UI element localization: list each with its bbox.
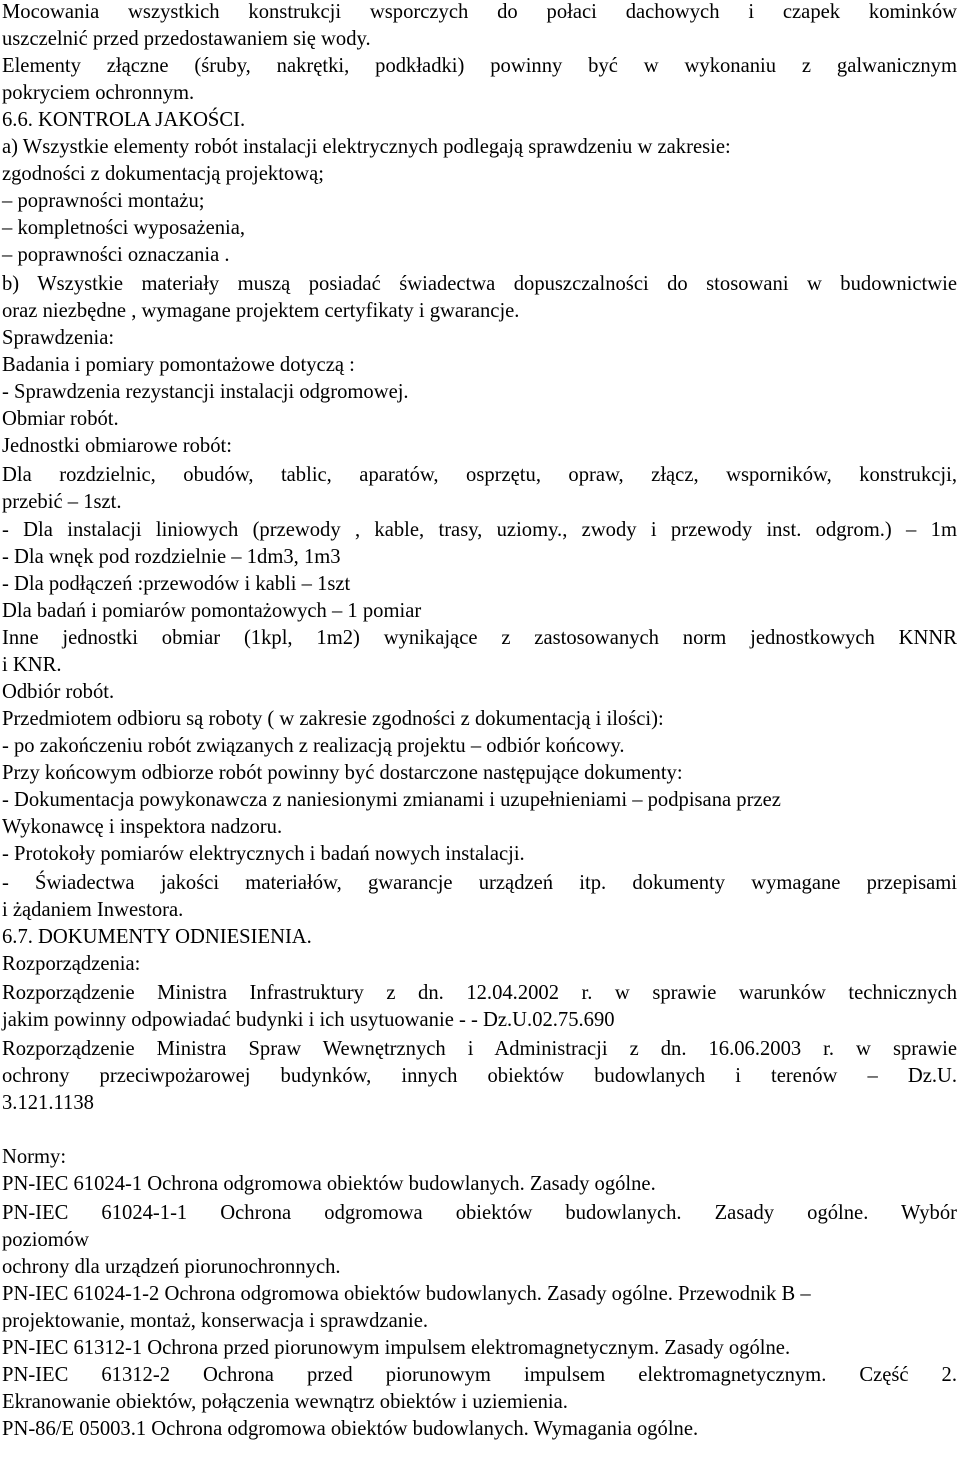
paragraph-line: Rozporządzenie Ministra Spraw Wewnętrznych i Administracji z dn. 16.06.2003 r. w sprawie	[2, 1038, 957, 1060]
list-item: - Dla podłączeń :przewodów i kabli – 1szt	[2, 573, 351, 595]
paragraph-line: jakim powinny odpowiadać budynki i ich usytuowanie - - Dz.U.02.75.690	[2, 1009, 615, 1031]
paragraph-line: poziomów	[2, 1229, 89, 1251]
paragraph-line: Wykonawcę i inspektora nadzoru.	[2, 816, 283, 838]
paragraph-line: projektowanie, montaż, konserwacja i sprawdzanie.	[2, 1310, 429, 1332]
paragraph-line: uszczelnić przed przedostawaniem się wody.	[2, 28, 371, 50]
paragraph-line: oraz niezbędne , wymagane projektem certyfikaty i gwarancje.	[2, 300, 520, 322]
paragraph-line: Dla rozdzielnic, obudów, tablic, aparatów, osprzętu, opraw, złącz, wsporników, konstrukcji,	[2, 464, 957, 486]
paragraph-line: Dla badań i pomiarów pomontażowych – 1 pomiar	[2, 600, 422, 622]
paragraph-line: Rozporządzenie Ministra Infrastruktury z dn. 12.04.2002 r. w sprawie warunków technicznych	[2, 982, 957, 1004]
standard-item: PN-86/E 05003.1 Ochrona odgromowa obiektów budowlanych. Wymagania ogólne.	[2, 1418, 699, 1440]
list-item: - Dla instalacji liniowych (przewody , kable, trasy, uziomy., zwody i przewody inst. odgrom.) – 1m	[2, 519, 957, 541]
paragraph-line: ochrony dla urządzeń piorunochronnych.	[2, 1256, 341, 1278]
paragraph-line: Ekranowanie obiektów, połączenia wewnątrz obiektów i uziemienia.	[2, 1391, 568, 1413]
paragraph-line: Badania i pomiary pomontażowe dotyczą :	[2, 354, 355, 376]
subheading: Odbiór robót.	[2, 681, 115, 703]
subheading: Obmiar robót.	[2, 408, 119, 430]
paragraph-line: ochrony przeciwpożarowej budynków, innych obiektów budowlanych i terenów – Dz.U.	[2, 1065, 957, 1087]
list-item: – poprawności montażu;	[2, 190, 205, 212]
subheading: Rozporządzenia:	[2, 953, 141, 975]
paragraph-line: pokryciem ochronnym.	[2, 82, 195, 104]
paragraph-line: b) Wszystkie materiały muszą posiadać świadectwa dopuszczalności do stosowani w budownictwie	[2, 273, 957, 295]
paragraph-line: Elementy złączne (śruby, nakrętki, podkładki) powinny być w wykonaniu z galwanicznym	[2, 55, 957, 77]
standard-item: PN-IEC 61312-2 Ochrona przed piorunowym impulsem elektromagnetycznym. Część 2.	[2, 1364, 957, 1386]
list-item: - Świadectwa jakości materiałów, gwarancje urządzeń itp. dokumenty wymagane przepisami	[2, 872, 957, 894]
paragraph-line: Mocowania wszystkich konstrukcji wsporczych do połaci dachowych i czapek kominków	[2, 1, 957, 23]
section-heading: 6.6. KONTROLA JAKOŚCI.	[2, 109, 246, 131]
standard-item: PN-IEC 61312-1 Ochrona przed piorunowym impulsem elektromagnetycznym. Zasady ogólne.	[2, 1337, 791, 1359]
paragraph-line: 3.121.1138	[2, 1092, 94, 1114]
list-item: - Dokumentacja powykonawcza z naniesionymi zmianami i uzupełnieniami – podpisana przez	[2, 789, 781, 811]
paragraph-line: a) Wszystkie elementy robót instalacji elektrycznych podlegają sprawdzeniu w zakresie:	[2, 136, 731, 158]
list-item: - po zakończeniu robót związanych z realizacją projektu – odbiór końcowy.	[2, 735, 625, 757]
paragraph-line: zgodności z dokumentacją projektową;	[2, 163, 324, 185]
paragraph-line: przebić – 1szt.	[2, 491, 122, 513]
standard-item: PN-IEC 61024-1-2 Ochrona odgromowa obiektów budowlanych. Zasady ogólne. Przewodnik B –	[2, 1283, 811, 1305]
list-item: - Sprawdzenia rezystancji instalacji odgromowej.	[2, 381, 409, 403]
subheading: Sprawdzenia:	[2, 327, 115, 349]
subheading: Normy:	[2, 1146, 67, 1168]
list-item: – poprawności oznaczania .	[2, 244, 230, 266]
list-item: - Dla wnęk pod rozdzielnie – 1dm3, 1m3	[2, 546, 341, 568]
subheading: Jednostki obmiarowe robót:	[2, 435, 232, 457]
paragraph-line: Przedmiotem odbioru są roboty ( w zakresie zgodności z dokumentacją i ilości):	[2, 708, 664, 730]
paragraph-line: i KNR.	[2, 654, 62, 676]
standard-item: PN-IEC 61024-1-1 Ochrona odgromowa obiektów budowlanych. Zasady ogólne. Wybór	[2, 1202, 957, 1224]
standard-item: PN-IEC 61024-1 Ochrona odgromowa obiektów budowlanych. Zasady ogólne.	[2, 1173, 656, 1195]
list-item: - Protokoły pomiarów elektrycznych i badań nowych instalacji.	[2, 843, 525, 865]
list-item: – kompletności wyposażenia,	[2, 217, 246, 239]
paragraph-line: i żądaniem Inwestora.	[2, 899, 184, 921]
paragraph-line: Inne jednostki obmiar (1kpl, 1m2) wynikające z zastosowanych norm jednostkowych KNNR	[2, 627, 957, 649]
paragraph-line: Przy końcowym odbiorze robót powinny być dostarczone następujące dokumenty:	[2, 762, 683, 784]
section-heading: 6.7. DOKUMENTY ODNIESIENIA.	[2, 926, 312, 948]
